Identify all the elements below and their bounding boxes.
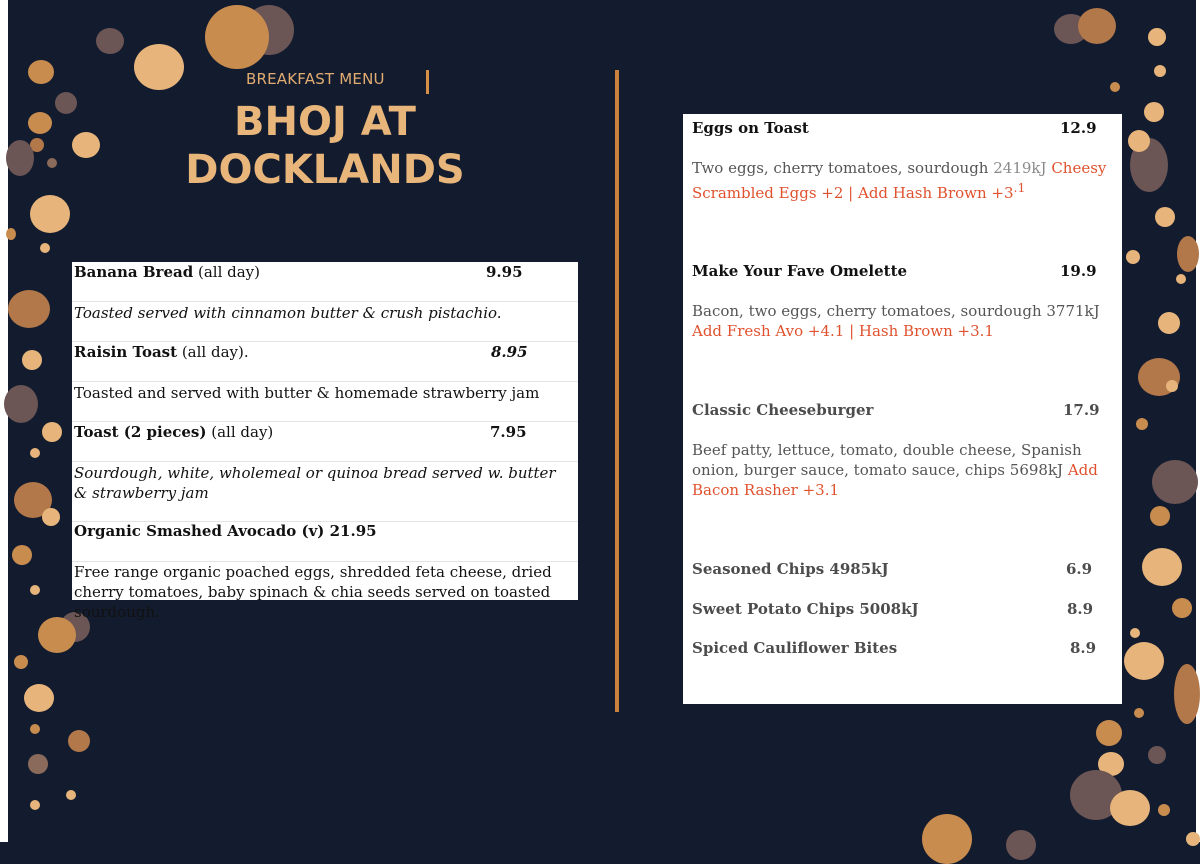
item-price: 19.9 [1060,262,1097,280]
item-description: Toasted served with cinnamon butter & crush pistachio. [74,304,502,322]
item-price: 9.95 [486,263,523,281]
decor-dot [30,448,40,458]
decor-dot [1096,720,1122,746]
decor-dot [55,92,77,114]
item-name: Seasoned Chips 4985kJ [692,560,889,578]
decor-dot [1144,102,1164,122]
decor-dot [72,132,100,158]
decor-dot [30,585,40,595]
decor-dot [1172,598,1192,618]
decor-dot [30,800,40,810]
decor-dot [24,684,54,712]
decor-dot [1078,8,1116,44]
decor-dot [1110,82,1120,92]
menu-item-desc-row [72,462,578,522]
item-name: Banana Bread [74,263,194,281]
item-name-line [74,343,249,361]
item-description-text: Bacon, two eggs, cherry tomatoes, sourdough 3771kJ [692,302,1100,320]
decor-dot [6,228,16,240]
subtitle-accent-bar [426,70,429,94]
decor-dot [42,508,60,526]
decor-dot [42,422,62,442]
decor-dot [6,140,34,176]
decor-dot [8,290,50,328]
item-addon-tail: .1 [1013,180,1026,195]
page-edge-right [1196,0,1200,842]
item-note: (all day) [211,423,274,441]
decor-dot [22,350,42,370]
menu-item-smashed-avocado [72,522,578,562]
decor-dot [14,655,28,669]
item-addon: Add Fresh Avo +4.1 | Hash Brown +3.1 [692,322,994,340]
item-name: Sweet Potato Chips 5008kJ [692,600,919,618]
item-price: 12.9 [1060,119,1097,137]
item-kilojoules: 2419kJ [993,159,1047,177]
item-price: 8.9 [1070,639,1097,657]
decor-dot [922,814,972,864]
item-price: 6.9 [1066,560,1093,578]
left-menu-panel [72,262,578,621]
decor-dot [1174,664,1200,724]
item-description: Toasted and served with butter & homemade strawberry jam [74,384,540,402]
decor-dot [1006,830,1036,860]
menu-subtitle: BREAKFAST MENU [246,70,385,88]
decor-dot [1166,380,1178,392]
item-description [692,158,1112,203]
item-price: 7.95 [490,423,527,441]
item-price: 8.9 [1067,600,1094,618]
decor-dot [1110,790,1150,826]
decor-dot [38,617,76,653]
decor-dot [96,28,124,54]
item-name-line [74,522,377,540]
page-edge-left [0,0,8,842]
item-addon: Cheesy Scrambled Eggs +2 | Add Hash Brown +3 [692,159,1107,202]
decor-dot [68,730,90,752]
item-name-line [74,423,273,441]
title-line-2: DOCKLANDS [185,147,465,193]
menu-item-desc-row [72,302,578,342]
item-price: 8.95 [491,343,528,361]
decor-dot [1124,642,1164,680]
page-divider [615,70,619,712]
decor-dot [30,724,40,734]
item-price: 17.9 [1063,401,1100,419]
item-note: (all day) [197,263,261,281]
item-description: Free range organic poached eggs, shredded feta cheese, dried cherry tomatoes, baby spinach & chia seeds served on toasted sourdough. [74,563,552,621]
item-name: Classic Cheeseburger [692,401,874,419]
right-menu-panel [683,114,1122,704]
decor-dot [1186,832,1200,846]
decor-dot [134,44,184,90]
item-name: Eggs on Toast [692,119,809,137]
decor-dot [1136,418,1148,430]
decor-dot [40,243,50,253]
decor-dot [30,195,70,233]
item-name: Spiced Cauliflower Bites [692,639,898,657]
decor-dot [1158,804,1170,816]
decor-dot [1155,207,1175,227]
item-addon: Add Bacon Rasher +3.1 [692,461,1098,499]
decor-dot [28,112,52,134]
menu-item-desc-row [72,382,578,422]
item-description-text: Beef patty, lettuce, tomato, double cheese, Spanish onion, burger sauce, tomato sauce, chips 5698kJ [692,441,1082,479]
decor-dot [1134,708,1144,718]
item-description [692,440,1112,500]
decor-dot [1150,506,1170,526]
decor-dot [1176,274,1186,284]
decor-dot [47,158,57,168]
menu-item-toast [72,422,578,462]
decor-dot [4,385,38,423]
decor-dot [28,60,54,84]
decor-dot [1154,65,1166,77]
item-name-line [74,263,260,281]
item-name: Toast (2 pieces) [74,423,207,441]
decor-dot [1177,236,1199,272]
item-name: Raisin Toast [74,343,178,361]
title-line-1: BHOJ AT [234,99,416,145]
decor-dot [12,545,32,565]
decor-dot [1158,312,1180,334]
item-note: (all day). [181,343,249,361]
menu-item-desc-row [72,562,578,624]
decor-dot [1142,548,1182,586]
decor-dot [66,790,76,800]
item-name: Organic Smashed Avocado (v) 21.95 [74,522,377,540]
menu-item-raisin-toast [72,342,578,382]
decor-dot [1148,28,1166,46]
item-description [692,301,1112,341]
decor-dot [1148,746,1166,764]
item-name: Make Your Fave Omelette [692,262,908,280]
decor-dot [1130,628,1140,638]
decor-dot [1152,460,1198,504]
item-description-text: Two eggs, cherry tomatoes, sourdough [692,159,989,177]
menu-item-banana-bread [72,262,578,302]
decor-dot [28,754,48,774]
decor-dot [205,5,269,69]
decor-dot [1126,250,1140,264]
restaurant-title [180,98,470,194]
decor-dot [1128,130,1150,152]
item-description: Sourdough, white, wholemeal or quinoa bread served w. butter & strawberry jam [74,464,556,502]
